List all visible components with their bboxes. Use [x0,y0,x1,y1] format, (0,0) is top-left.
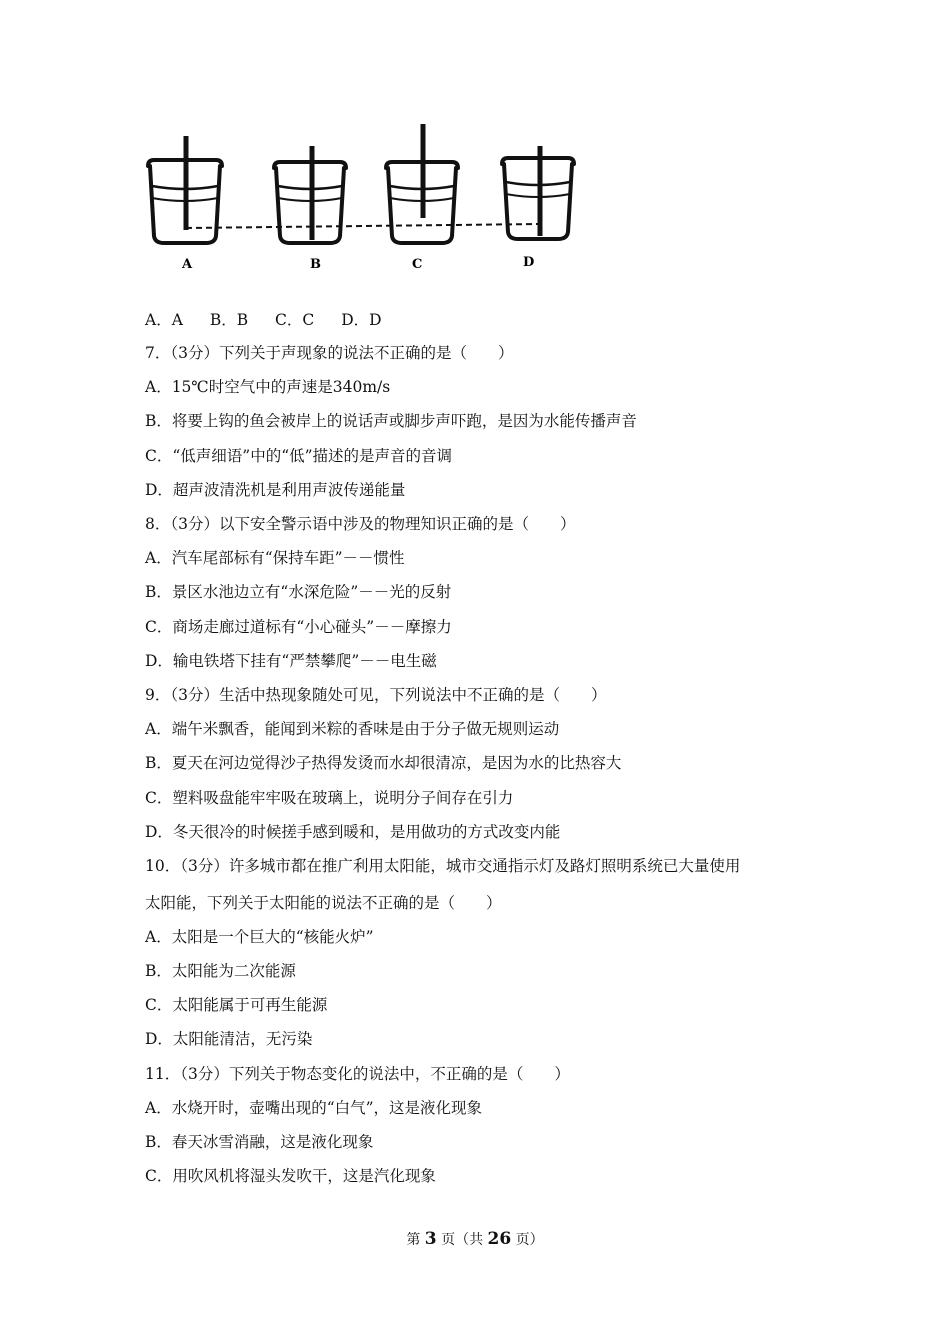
q6-option-a: A．A [145,311,183,329]
q8-option-c: C．商场走廊过道标有“小心碰头”－－摩擦力 [145,618,452,636]
q9-stem: 9．（3分）生活中热现象随处可见，下列说法中不正确的是（ ） [145,686,607,704]
q11-option-b: B．春天冰雪消融，这是液化现象 [145,1133,374,1151]
q7-option-c: C．“低声细语”中的“低”描述的是声音的音调 [145,447,453,465]
footer-middle: 页（共 [441,1232,484,1248]
beakers-figure [140,118,590,278]
q10-option-a: A．太阳是一个巨大的“核能火炉” [145,928,374,946]
q9-option-d: D．冬天很冷的时候搓手感到暖和，是用做功的方式改变内能 [145,823,561,841]
footer-total-pages: 26 [487,1229,512,1249]
q10-option-d: D．太阳能清洁，无污染 [145,1030,313,1048]
q11-option-c: C．用吹风机将湿头发吹干，这是汽化现象 [145,1167,436,1185]
label-c: C [412,257,423,272]
footer-page-number: 3 [424,1229,437,1249]
q8-option-b: B．景区水池边立有“水深危险”－－光的反射 [145,583,452,601]
q6-option-b: B．B [209,311,249,329]
q10-stem-line1: 10．（3分）许多城市都在推广利用太阳能，城市交通指示灯及路灯照明系统已大量使用 [145,857,741,875]
q9-option-a: A．端午米飘香，能闻到米粽的香味是由于分子做无规则运动 [145,720,560,738]
q9-option-b: B．夏天在河边觉得沙子热得发烫而水却很清凉，是因为水的比热容大 [145,754,622,772]
q8-option-a: A．汽车尾部标有“保持车距”－－惯性 [145,549,405,567]
q11-option-a: A．水烧开时，壶嘴出现的“白气”，这是液化现象 [145,1099,483,1117]
q8-option-d: D．输电铁塔下挂有“严禁攀爬”－－电生磁 [145,652,437,670]
footer-prefix: 第 [406,1232,421,1248]
q7-option-d: D．超声波清洗机是利用声波传递能量 [145,481,406,499]
q10-option-c: C．太阳能属于可再生能源 [145,996,328,1014]
q7-stem: 7．（3分）下列关于声现象的说法不正确的是（ ） [145,344,514,362]
dashed-level-line [186,224,540,228]
q10-stem-line2: 太阳能，下列关于太阳能的说法不正确的是（ ） [145,894,502,912]
label-d: D [523,255,535,270]
q6-options [145,310,404,330]
q6-option-d: D．D [341,311,382,329]
q10-option-b: B．太阳能为二次能源 [145,962,296,980]
page-footer [0,1229,950,1249]
label-a: A [182,257,193,272]
q7-option-b: B．将要上钩的鱼会被岸上的说话声或脚步声吓跑，是因为水能传播声音 [145,412,637,430]
q11-stem: 11．（3分）下列关于物态变化的说法中，不正确的是（ ） [145,1065,570,1083]
q7-option-a: A．15℃时空气中的声速是340m/s [145,378,391,396]
q8-stem: 8．（3分）以下安全警示语中涉及的物理知识正确的是（ ） [145,515,576,533]
label-b: B [310,257,321,272]
q6-option-c: C．C [275,311,315,329]
q9-option-c: C．塑料吸盘能牢牢吸在玻璃上，说明分子间存在引力 [145,789,514,807]
footer-suffix: 页） [515,1232,544,1248]
